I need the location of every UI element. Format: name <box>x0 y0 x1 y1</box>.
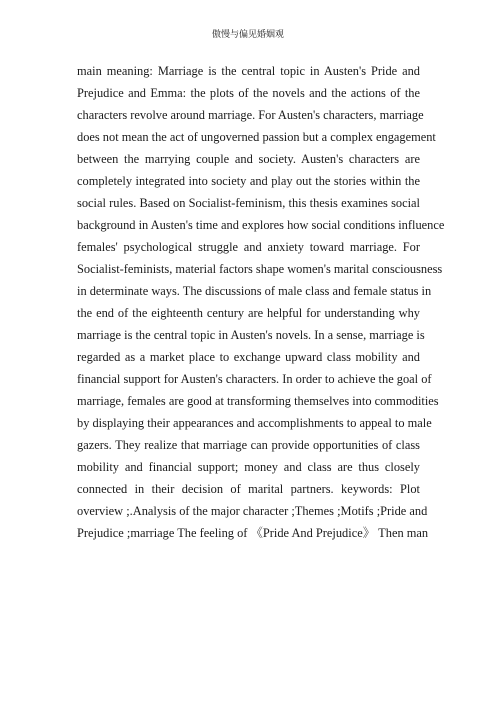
text-line: marriage, females are good at transforming themselves into commodities <box>77 394 439 408</box>
text-line: main meaning: Marriage is the central topic in Austen's Pride and <box>77 64 420 78</box>
text-line: gazers. They realize that marriage can provide opportunities of class <box>77 438 420 452</box>
text-line: between the marrying couple and society. Austen's characters are <box>77 152 420 166</box>
body-paragraph <box>77 60 445 544</box>
text-line: by displaying their appearances and accomplishments to appeal to male <box>77 416 432 430</box>
text-line: characters revolve around marriage. For Austen's characters, marriage <box>77 108 424 122</box>
text-line: Prejudice ;marriage The feeling of 《Pride And Prejudice》 Then man <box>77 526 429 540</box>
text-line: regarded as a market place to exchange upward class mobility and <box>77 350 420 364</box>
text-line: the end of the eighteenth century are helpful for understanding why <box>77 306 420 320</box>
text-line: females' psychological struggle and anxiety toward marriage. For <box>77 240 420 254</box>
text-line: Prejudice and Emma: the plots of the novels and the actions of the <box>77 86 420 100</box>
page-header-title: 傲慢与偏见婚姻观 <box>211 29 284 39</box>
text-line: connected in their decision of marital partners. keywords: Plot <box>77 482 420 496</box>
text-line: overview ;.Analysis of the major character ;Themes ;Motifs ;Pride and <box>77 504 428 518</box>
text-line: financial support for Austen's characters. In order to achieve the goal of <box>77 372 432 386</box>
text-line: completely integrated into society and play out the stories within the <box>77 174 420 188</box>
text-line: mobility and financial support; money and class are thus closely <box>77 460 420 474</box>
text-line: Socialist-feminists, material factors shape women's marital consciousness <box>77 262 443 276</box>
text-line: background in Austen's time and explores how social conditions influence <box>77 218 445 232</box>
text-line: marriage is the central topic in Austen's novels. In a sense, marriage is <box>77 328 425 342</box>
text-line: does not mean the act of ungoverned passion but a complex engagement <box>77 130 436 144</box>
text-line: social rules. Based on Socialist-feminism, this thesis examines social <box>77 196 420 210</box>
text-line: in determinate ways. The discussions of male class and female status in <box>77 284 432 298</box>
